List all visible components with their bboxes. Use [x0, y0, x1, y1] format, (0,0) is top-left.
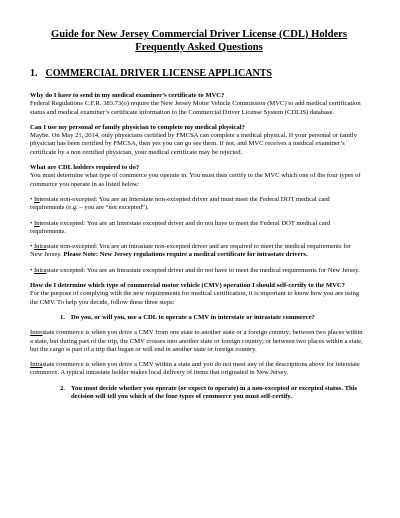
bullet-icon: •	[30, 219, 33, 227]
definition-text: state commerce is when you drive a CMV from one state to another state or a foreign country; between two places within a state, but during part of the trip, the CMV crosses into another state or foreign country; or between two places within a state, but the cargo is part of a trip that began or will end in another state or foreign country.	[30, 329, 363, 353]
definition-text: state commerce is when you drive a CMV within a state and you do not meet any of the descriptions above for interstate commerce. A typical intrastate holder makes local delivery of items that originated in New Jersey.	[30, 361, 360, 377]
faq-question: Can I use my personal or family physician to complete my medical physical?	[30, 123, 245, 131]
term-prefix: Intra	[30, 361, 43, 369]
term-prefix: In	[33, 195, 40, 203]
commerce-type-text: non-excepted: You are an Interstate non-excepted driver and must meet the Federal DOT medical card requirements (e.g. – you are “not excepted”).	[30, 195, 330, 212]
interstate-definition	[30, 329, 364, 354]
term-prefix: Inter	[30, 329, 43, 337]
commerce-type-item	[30, 196, 364, 213]
commerce-type-text: non-excepted: You are an intrastate non-excepted driver and are required to meet the medical requirements for New Jersey.	[30, 243, 351, 259]
term-prefix: Intra	[33, 266, 47, 274]
term-rest: terstate	[39, 195, 59, 203]
title-line-2: Frequently Asked Questions	[135, 42, 263, 53]
section-heading	[30, 68, 364, 80]
faq-question: Why do I have to send in my medical examiner’s certificate to MVC?	[30, 92, 225, 99]
bullet-icon: •	[30, 243, 33, 251]
step-2	[60, 385, 364, 402]
section-number: 1.	[30, 68, 38, 79]
commerce-type-item	[30, 220, 364, 237]
term-prefix: Intra	[33, 243, 47, 251]
step-text: You must decide whether you operate (or expect to operate) in a non-excepted or excepted status. This decision will tell you which of the four types of commerce you must self-certify.	[71, 384, 358, 401]
commerce-type-text: excepted: You are an Intrastate excepted driver and do not have to meet the medical requirements for New Jersey.	[58, 266, 360, 274]
term-prefix: In	[33, 219, 40, 227]
faq-answer: Maybe. On May 21, 2014, only physicians certified by FMCSA can complete a medical physical. If your personal or family physician has been certified by FMCSA, then yes you can go see them. If not, and MVC receives a medical examiner’s certificate by a non certified physician, your medical certificate may be rejected.	[30, 132, 357, 156]
term-rest: state	[46, 243, 59, 251]
term-rest: state	[46, 266, 59, 274]
section-title: COMMERCIAL DRIVER LICENSE APPLICANTS	[45, 68, 272, 79]
step-text: Do you, or will you, use a CDL to operate a CMV in interstate or intrastate commerce?	[71, 313, 315, 321]
faq-item	[30, 164, 364, 189]
step-number: 2.	[60, 384, 65, 392]
title-line-1: Guide for New Jersey Commercial Driver License (CDL) Holders	[51, 29, 347, 40]
faq-question: What are CDL holders required to do?	[30, 164, 140, 172]
bullet-icon: •	[30, 266, 33, 274]
faq-answer: You must determine what type of commerce you operate in. You must then certify to the MVC which one of the four types of commerce you operate in as listed below:	[30, 172, 361, 188]
faq-question: How do I determine which type of commercial motor vehicle (CMV) operation I should self-certify to the MVC?	[30, 282, 345, 290]
intrastate-definition	[30, 361, 364, 378]
commerce-type-item	[30, 243, 364, 260]
faq-answer: For the purpose of complying with the new requirements for medical certification, it is important to know how you are using the CMV. To help you decide, follow these three steps:	[30, 290, 360, 306]
faq-answer: Federal Regulations C.F.R. 383.73(o) require the New Jersey Motor Vehicle Commission (MVC) to add medical certification status and medical examiner’s certificate information to the Commercial Driver License System (CDLIS) database.	[30, 100, 361, 116]
term-rest: terstate	[39, 219, 59, 227]
step-1	[60, 314, 364, 322]
faq-item	[30, 124, 364, 157]
faq-item-cmv	[30, 282, 364, 307]
step-number: 1.	[60, 313, 65, 321]
commerce-type-text: excepted: You are an Interstate excepted driver and do not have to meet the Federal DOT medical card requirements.	[30, 219, 331, 235]
document-title	[34, 28, 364, 54]
faq-item	[30, 92, 364, 117]
intrastate-note: Please Note: New Jersey regulations require a medical certificate for intrastate drivers.	[63, 251, 308, 259]
bullet-icon: •	[30, 195, 33, 203]
commerce-type-item	[30, 267, 364, 275]
